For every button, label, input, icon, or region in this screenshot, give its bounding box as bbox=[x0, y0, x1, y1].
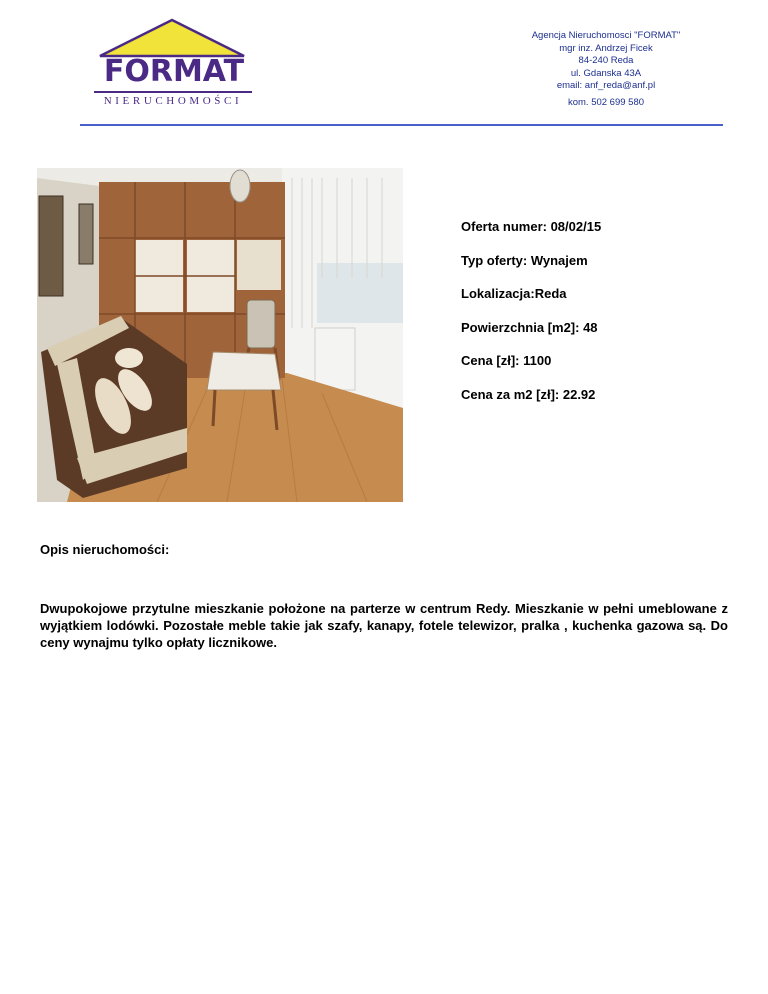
offer-facts bbox=[461, 218, 601, 420]
agency-owner: mgr inz. Andrzej Ficek bbox=[559, 42, 653, 54]
agency-email[interactable]: email: anf_reda@anf.pl bbox=[556, 80, 656, 92]
description-title: Opis nieruchomości: bbox=[40, 542, 170, 557]
offer-type: Typ oferty: Wynajem bbox=[461, 252, 588, 268]
offer-price: Cena [zł]: 1100 bbox=[461, 353, 552, 369]
logo-divider bbox=[94, 91, 252, 93]
offer-area: Powierzchnia [m2]: 48 bbox=[461, 319, 598, 335]
agency-contact bbox=[508, 30, 704, 110]
agency-phone: kom. 502 699 580 bbox=[567, 96, 645, 108]
property-photo bbox=[37, 168, 403, 502]
offer-price-per-m2: Cena za m2 [zł]: 22.92 bbox=[461, 386, 596, 402]
agency-street: ul. Gdanska 43A bbox=[570, 67, 642, 79]
description-text: Dwupokojowe przytulne mieszkanie położone na parterze w centrum Redy. Mieszkanie w pełni umeblowane z wyjątkiem lodówki. Pozostałe meble takie jak szafy, kanapy, fotele telewizor, pralka , kuchenka gazowa są. Do ceny wynajmu tylko opłaty licznikowe. bbox=[40, 601, 728, 650]
offer-location: Lokalizacja:Reda bbox=[461, 286, 567, 302]
agency-logo bbox=[88, 18, 258, 110]
agency-name: Agencja Nieruchomosci "FORMAT" bbox=[531, 30, 681, 41]
header-rule bbox=[80, 124, 723, 126]
offer-number: Oferta numer: 08/02/15 bbox=[461, 219, 602, 234]
logo-subtitle: NIERUCHOMOŚCI bbox=[103, 95, 243, 107]
logo-brand: FORMAT bbox=[103, 54, 245, 89]
house-roof-icon bbox=[98, 18, 246, 58]
agency-postal: 84-240 Reda bbox=[578, 55, 634, 67]
